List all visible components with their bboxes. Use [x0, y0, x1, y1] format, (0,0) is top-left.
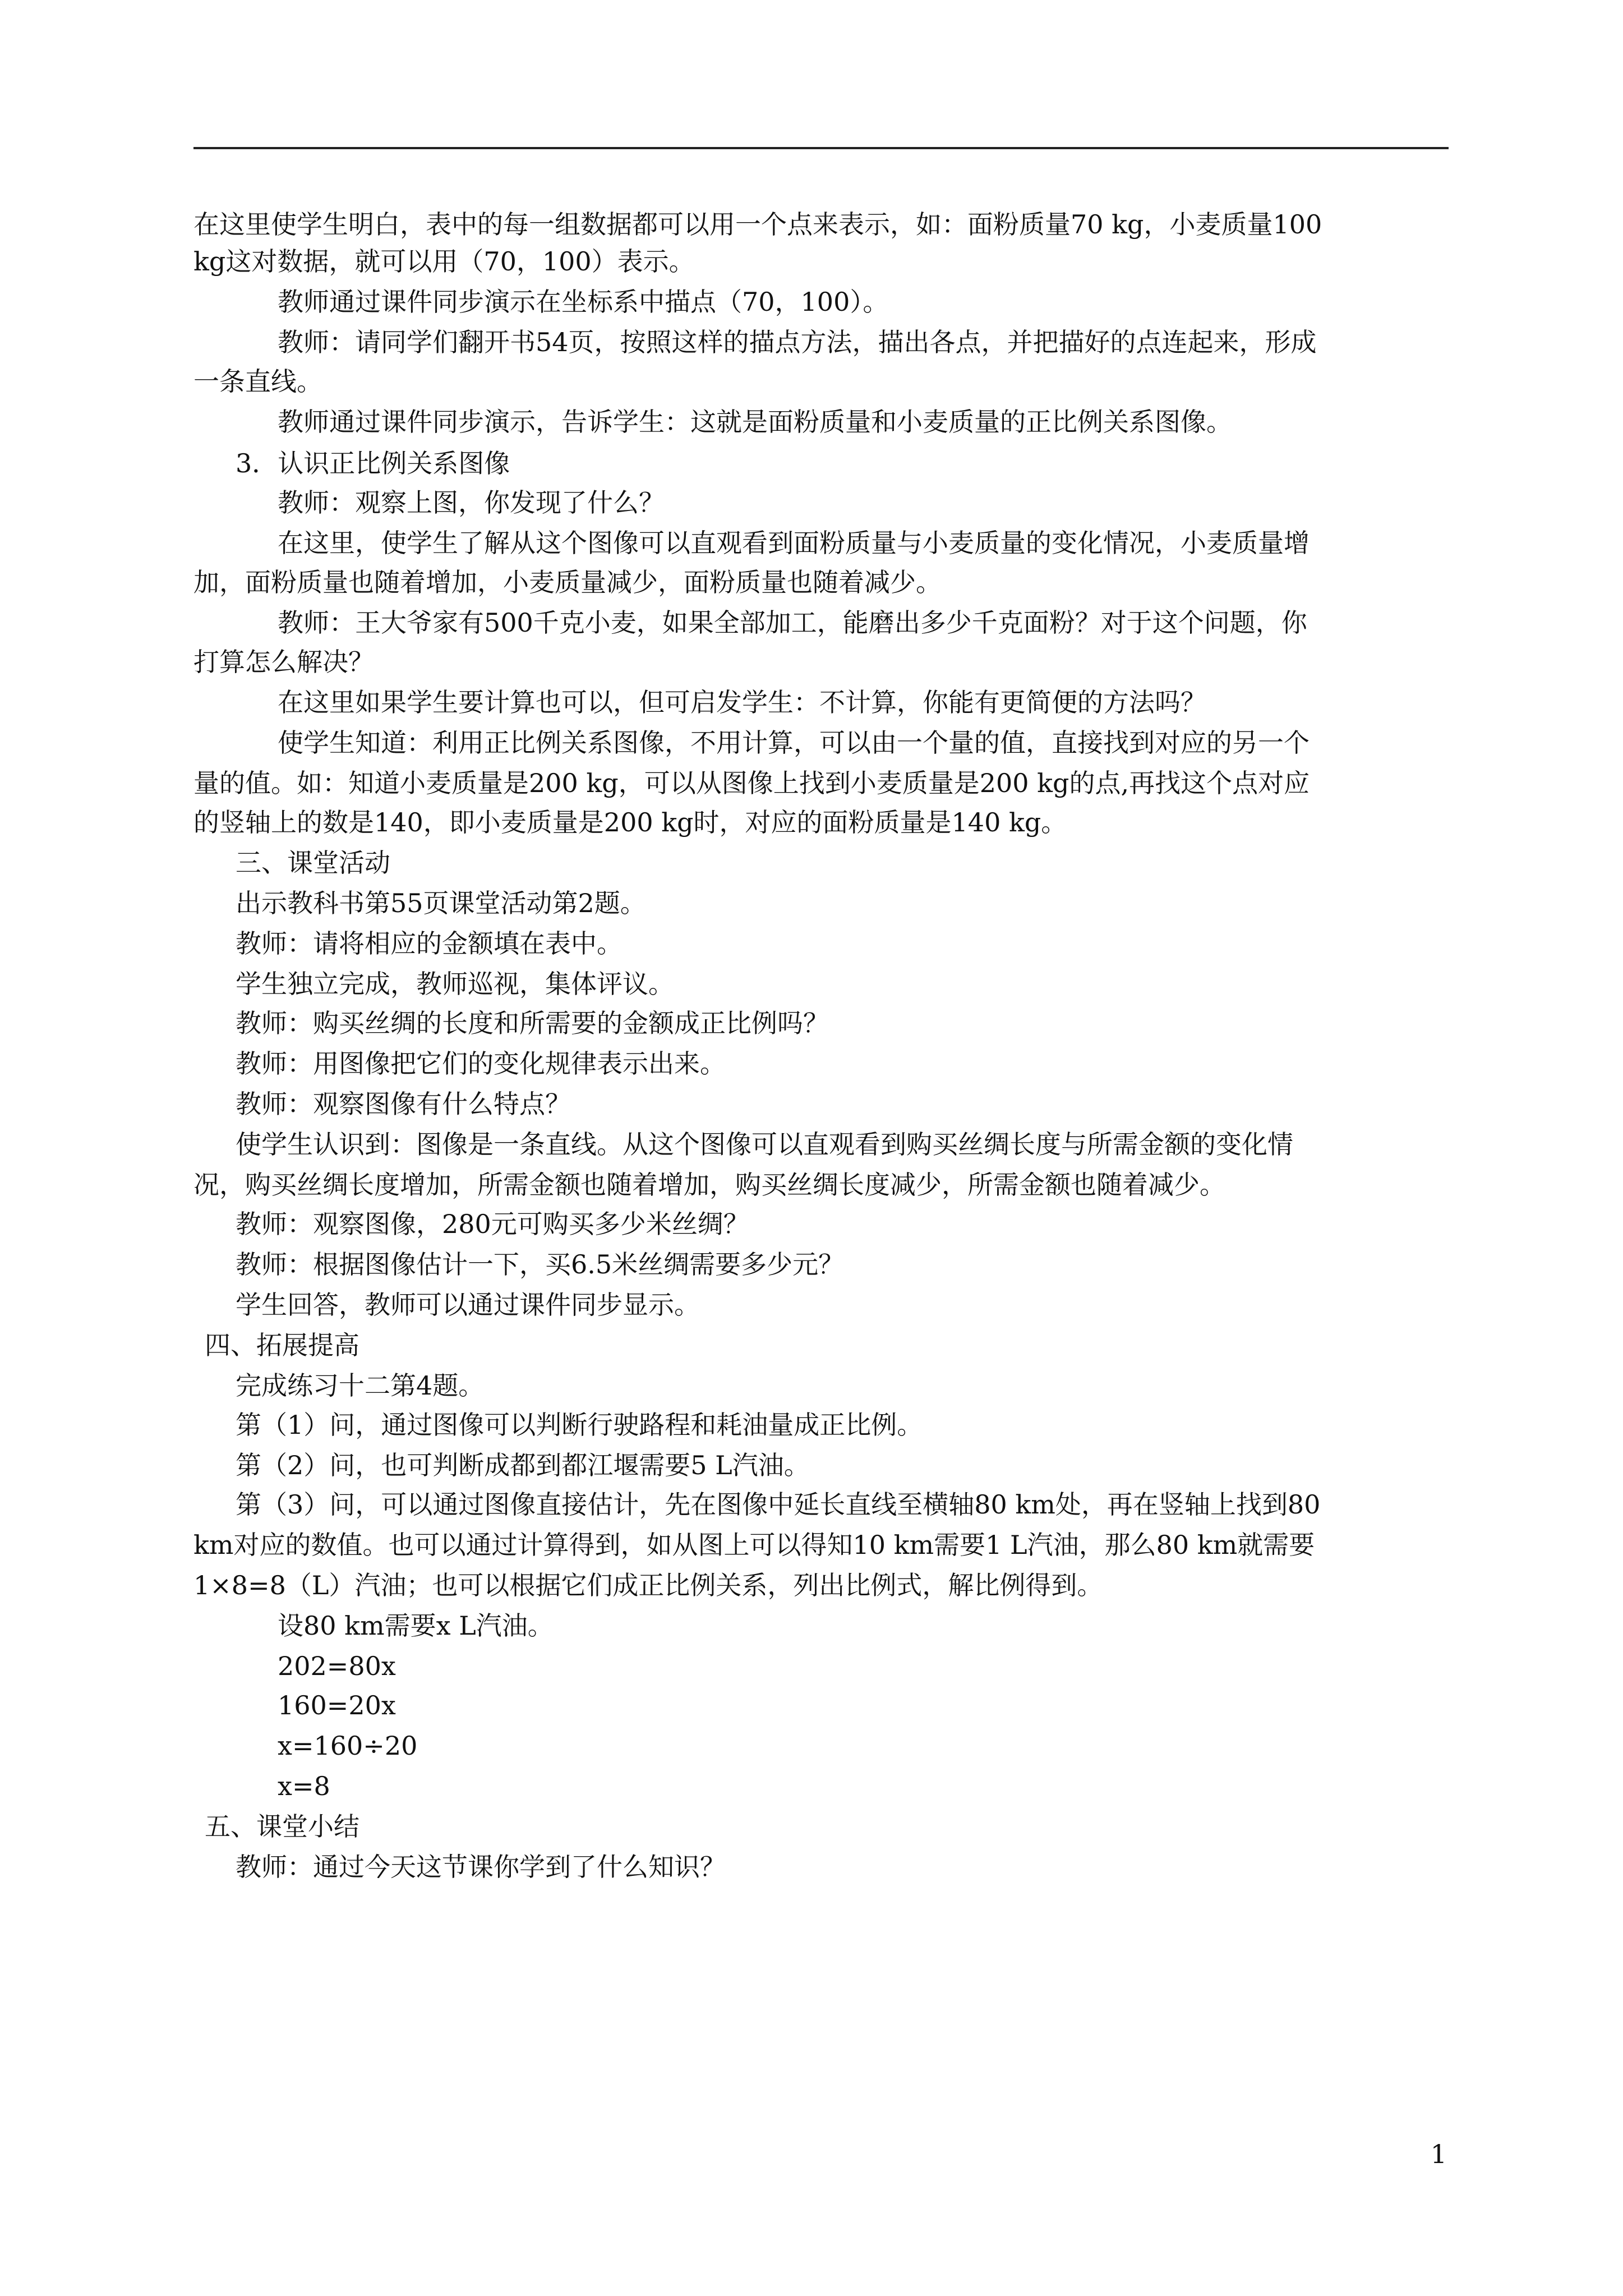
text-line: 教师通过课件同步演示，告诉学生：这就是面粉质量和小麦质量的正比例关系图像。	[278, 407, 1232, 437]
text-line: 教师：观察图像有什么特点？	[236, 1089, 571, 1119]
text-line: 教师通过课件同步演示在坐标系中描点（70，100）。	[278, 287, 889, 317]
text-line: 使学生认识到：图像是一条直线。从这个图像可以直观看到购买丝绸长度与所需金额的变化情	[236, 1129, 1293, 1159]
text-line: 使学生知道：利用正比例关系图像，不用计算，可以由一个量的值，直接找到对应的另一个	[278, 728, 1310, 758]
text-line: 教师：请将相应的金额填在表中。	[236, 928, 623, 959]
page-number: 1	[1430, 2139, 1447, 2169]
text-line: 一条直线。	[193, 366, 322, 397]
text-line: x=160÷20	[278, 1731, 418, 1761]
text-line: 学生独立完成，教师巡视，集体评议。	[236, 969, 674, 999]
text-line: 第（1）问，通过图像可以判断行驶路程和耗油量成正比例。	[236, 1410, 923, 1440]
text-line: 在这里如果学生要计算也可以，但可启发学生：不计算，你能有更简便的方法吗？	[278, 687, 1206, 717]
text-line: 况，购买丝绸长度增加，所需金额也随着增加，购买丝绸长度减少，所需金额也随着减少。	[193, 1170, 1225, 1200]
text-line: 设80 km需要x L汽油。	[278, 1611, 554, 1641]
text-line: 教师：通过今天这节课你学到了什么知识？	[236, 1852, 726, 1882]
text-line: kg这对数据，就可以用（70，100）表示。	[193, 246, 695, 277]
text-line: 三、课堂活动	[236, 848, 390, 878]
text-line: 五、课堂小结	[205, 1811, 359, 1842]
text-line: 学生回答，教师可以通过课件同步显示。	[236, 1290, 700, 1320]
text-line: 在这里，使学生了解从这个图像可以直观看到面粉质量与小麦质量的变化情况，小麦质量增	[278, 528, 1310, 558]
text-line: 教师：用图像把它们的变化规律表示出来。	[236, 1048, 726, 1079]
text-line: 1×8=8（L）汽油；也可以根据它们成正比例关系，列出比例式，解比例得到。	[193, 1570, 1103, 1600]
text-line: 160=20x	[278, 1690, 396, 1720]
text-line: 出示教科书第55页课堂活动第2题。	[236, 888, 646, 918]
text-line: 教师：请同学们翻开书54页，按照这样的描点方法，描出各点，并把描好的点连起来，形成	[278, 327, 1317, 357]
text-line: 第（3）问，可以通过图像直接估计，先在图像中延长直线至横轴80 km处，再在竖轴上找到80	[236, 1489, 1321, 1520]
text-line: x=8	[278, 1771, 330, 1801]
text-line: 在这里使学生明白，表中的每一组数据都可以用一个点来表示，如：面粉质量70 kg，小麦质量100	[193, 209, 1322, 240]
text-line: km对应的数值。也可以通过计算得到，如从图上可以得知10 km需要1 L汽油，那么80 km就需要	[193, 1530, 1315, 1560]
text-line: 打算怎么解决？	[193, 647, 374, 677]
text-line: 加，面粉质量也随着增加，小麦质量减少，面粉质量也随着减少。	[193, 567, 942, 597]
text-line: 四、拓展提高	[205, 1330, 359, 1360]
text-line: 教师：购买丝绸的长度和所需要的金额成正比例吗？	[236, 1008, 829, 1038]
text-line: 完成练习十二第4题。	[236, 1370, 485, 1401]
header-rule	[193, 147, 1449, 149]
text-line: 第（2）问，也可判断成都到都江堰需要5 L汽油。	[236, 1450, 810, 1480]
text-line: 教师：王大爷家有500千克小麦，如果全部加工，能磨出多少千克面粉？对于这个问题，你	[278, 608, 1307, 638]
text-line: 3．认识正比例关系图像	[236, 448, 510, 478]
text-line: 教师：观察图像，280元可购买多少米丝绸？	[236, 1209, 749, 1239]
text-line: 202=80x	[278, 1651, 396, 1681]
text-line: 教师：根据图像估计一下，买6.5米丝绸需要多少元？	[236, 1249, 845, 1280]
text-line: 教师：观察上图，你发现了什么？	[278, 487, 665, 518]
text-line: 的竖轴上的数是140，即小麦质量是200 kg时，对应的面粉质量是140 kg。	[193, 807, 1067, 838]
text-line: 量的值。如：知道小麦质量是200 kg，可以从图像上找到小麦质量是200 kg的点,再找这个点对应	[193, 768, 1310, 798]
